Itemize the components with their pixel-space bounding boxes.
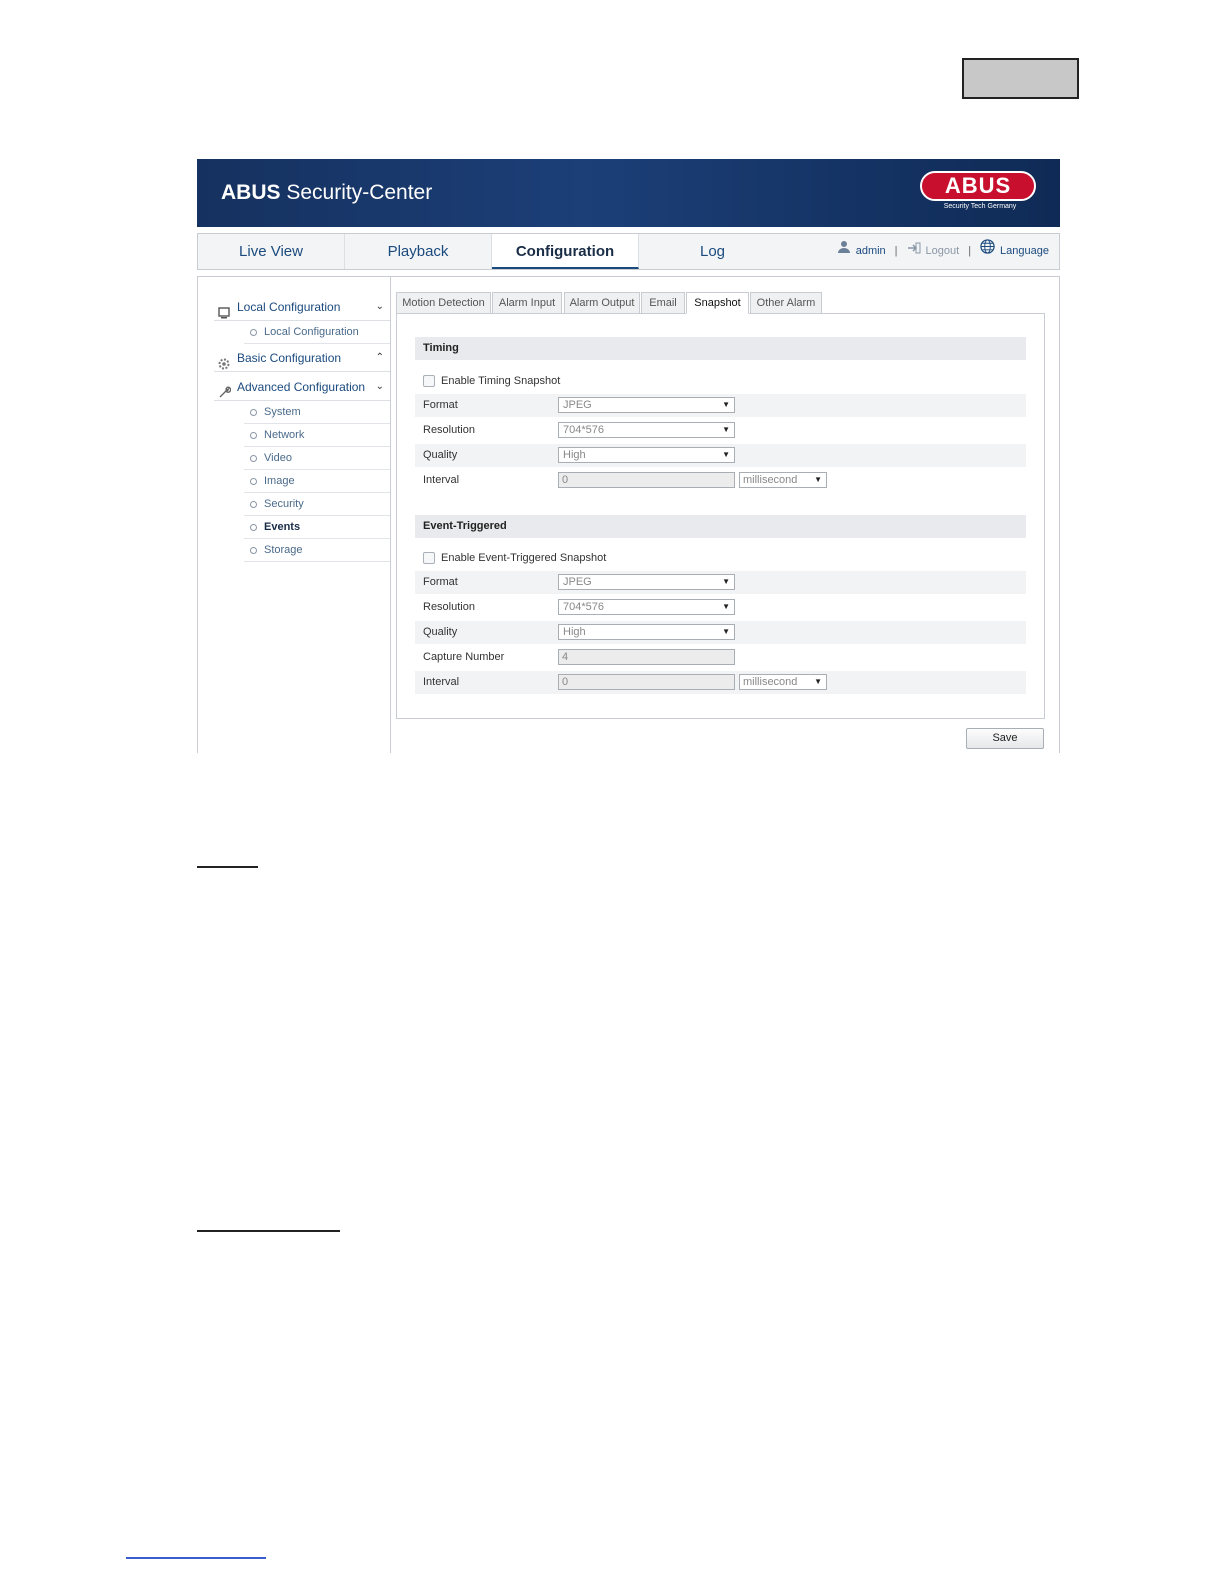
field-label: Interval: [423, 474, 460, 486]
bullet-icon: [250, 547, 257, 554]
sidebar-item-events[interactable]: [244, 516, 390, 539]
user-name[interactable]: admin: [855, 245, 886, 257]
sidebar-item-label: Security: [264, 498, 304, 510]
separator: |: [968, 245, 972, 257]
chevron-down-icon: ⌄: [375, 301, 384, 312]
sidebar-item-local-configuration[interactable]: [244, 321, 390, 344]
sidebar-item-storage[interactable]: [244, 539, 390, 562]
logo-wordmark: ABUS: [920, 171, 1036, 201]
event-quality-select[interactable]: [558, 624, 735, 640]
enable-event-triggered-snapshot[interactable]: [423, 548, 606, 568]
sidebar: [198, 277, 391, 753]
dropdown-arrow-icon: ▼: [814, 475, 822, 484]
save-button[interactable]: Save: [966, 728, 1044, 749]
select-value: JPEG: [563, 576, 592, 588]
sidebar-group-label: Local Configuration: [237, 300, 341, 314]
globe-icon: [980, 234, 995, 269]
chevron-up-icon: ⌃: [375, 352, 384, 363]
timing-quality-select[interactable]: [558, 447, 735, 463]
select-value: millisecond: [743, 676, 798, 688]
dropdown-arrow-icon: ▼: [722, 425, 730, 434]
page-number-box: [962, 58, 1079, 99]
sidebar-item-label: Network: [264, 429, 305, 441]
monitor-icon: [218, 301, 230, 313]
event-resolution-row: [415, 596, 1026, 619]
event-interval-row: [415, 671, 1026, 694]
sidebar-item-network[interactable]: [244, 424, 390, 447]
event-capture-number-row: [415, 646, 1026, 669]
checkbox-label: Enable Event-Triggered Snapshot: [441, 552, 607, 564]
chevron-down-icon: ⌄: [375, 381, 384, 392]
dropdown-arrow-icon: ▼: [722, 400, 730, 409]
sidebar-item-image[interactable]: [244, 470, 390, 493]
main-nav: [197, 233, 1060, 270]
app-title: ABUS Security-Center: [221, 181, 433, 204]
select-value: High: [563, 449, 586, 461]
field-label: Resolution: [423, 424, 475, 436]
footer-link-underline: [126, 1557, 266, 1559]
sidebar-item-label: Local Configuration: [264, 326, 359, 338]
field-label: Format: [423, 399, 458, 411]
tab-motion-detection[interactable]: Motion Detection: [396, 292, 491, 314]
timing-interval-input[interactable]: 0: [558, 472, 735, 488]
tab-other-alarm[interactable]: Other Alarm: [750, 292, 822, 314]
event-resolution-select[interactable]: [558, 599, 735, 615]
timing-quality-row: [415, 444, 1026, 467]
sidebar-group-basic-configuration[interactable]: [214, 344, 390, 372]
checkbox[interactable]: [423, 375, 435, 387]
checkbox[interactable]: [423, 552, 435, 564]
timing-format-select[interactable]: [558, 397, 735, 413]
field-label: Quality: [423, 449, 458, 461]
select-value: 704*576: [563, 424, 604, 436]
event-interval-unit-select[interactable]: [739, 674, 827, 690]
timing-format-row: [415, 394, 1026, 417]
timing-interval-unit-select[interactable]: [739, 472, 827, 488]
sidebar-item-label: Image: [264, 475, 295, 487]
select-value: High: [563, 626, 586, 638]
sidebar-group-advanced-configuration[interactable]: [214, 373, 390, 401]
field-label: Interval: [423, 676, 460, 688]
wrench-icon: [218, 381, 230, 393]
heading-underline: [197, 1230, 340, 1232]
tab-log[interactable]: Log: [699, 243, 726, 260]
sidebar-item-label: Events: [264, 521, 301, 533]
tab-live-view[interactable]: Live View: [198, 234, 345, 269]
select-value: 704*576: [563, 601, 604, 613]
tab-email[interactable]: Email: [641, 292, 685, 314]
dropdown-arrow-icon: ▼: [722, 450, 730, 459]
sidebar-item-video[interactable]: [244, 447, 390, 470]
sidebar-item-system[interactable]: [244, 401, 390, 424]
bullet-icon: [250, 478, 257, 485]
bullet-icon: [250, 409, 257, 416]
sidebar-group-label: Basic Configuration: [237, 351, 342, 365]
timing-resolution-select[interactable]: [558, 422, 735, 438]
tab-alarm-input[interactable]: Alarm Input: [492, 292, 562, 314]
event-format-row: [415, 571, 1026, 594]
logout-link[interactable]: Logout: [925, 245, 960, 257]
capture-number-input[interactable]: 4: [558, 649, 735, 665]
tab-alarm-output[interactable]: Alarm Output: [564, 292, 640, 314]
abus-logo: [920, 171, 1040, 215]
dropdown-arrow-icon: ▼: [722, 627, 730, 636]
sidebar-group-local-configuration[interactable]: [214, 293, 390, 321]
tab-snapshot[interactable]: Snapshot: [686, 292, 749, 314]
field-label: Format: [423, 576, 458, 588]
sidebar-group-label: Advanced Configuration: [237, 380, 366, 394]
sidebar-item-label: Storage: [264, 544, 303, 556]
event-format-select[interactable]: [558, 574, 735, 590]
app-header: [197, 159, 1060, 227]
event-quality-row: [415, 621, 1026, 644]
user-area: [837, 234, 1049, 269]
sidebar-item-label: System: [264, 406, 301, 418]
bullet-icon: [250, 329, 257, 336]
sidebar-item-security[interactable]: [244, 493, 390, 516]
logout-icon: [907, 234, 921, 269]
tab-playback[interactable]: Playback: [345, 234, 492, 269]
enable-timing-snapshot[interactable]: [423, 371, 560, 391]
dropdown-arrow-icon: ▼: [722, 602, 730, 611]
select-value: millisecond: [743, 474, 798, 486]
bullet-icon: [250, 501, 257, 508]
timing-interval-row: [415, 469, 1026, 492]
heading-underline: [197, 866, 258, 868]
snapshot-panel: [396, 313, 1045, 719]
checkbox-label: Enable Timing Snapshot: [441, 375, 561, 387]
tab-configuration[interactable]: Configuration: [492, 234, 639, 269]
dropdown-arrow-icon: ▼: [722, 577, 730, 586]
timing-resolution-row: [415, 419, 1026, 442]
logo-tagline: Security Tech Germany: [943, 203, 1017, 210]
separator: |: [894, 245, 898, 257]
gear-icon: [218, 352, 230, 364]
section-heading-event-triggered: Event-Triggered: [415, 515, 1026, 538]
select-value: JPEG: [563, 399, 592, 411]
bullet-icon: [250, 432, 257, 439]
event-interval-input[interactable]: 0: [558, 674, 735, 690]
field-label: Quality: [423, 626, 458, 638]
bullet-icon: [250, 455, 257, 462]
user-icon: [837, 234, 851, 269]
bullet-icon: [250, 524, 257, 531]
sidebar-item-label: Video: [264, 452, 292, 464]
section-heading-timing: Timing: [415, 337, 1026, 360]
field-label: Resolution: [423, 601, 475, 613]
language-link[interactable]: Language: [1000, 245, 1049, 257]
dropdown-arrow-icon: ▼: [814, 677, 822, 686]
field-label: Capture Number: [423, 651, 505, 663]
